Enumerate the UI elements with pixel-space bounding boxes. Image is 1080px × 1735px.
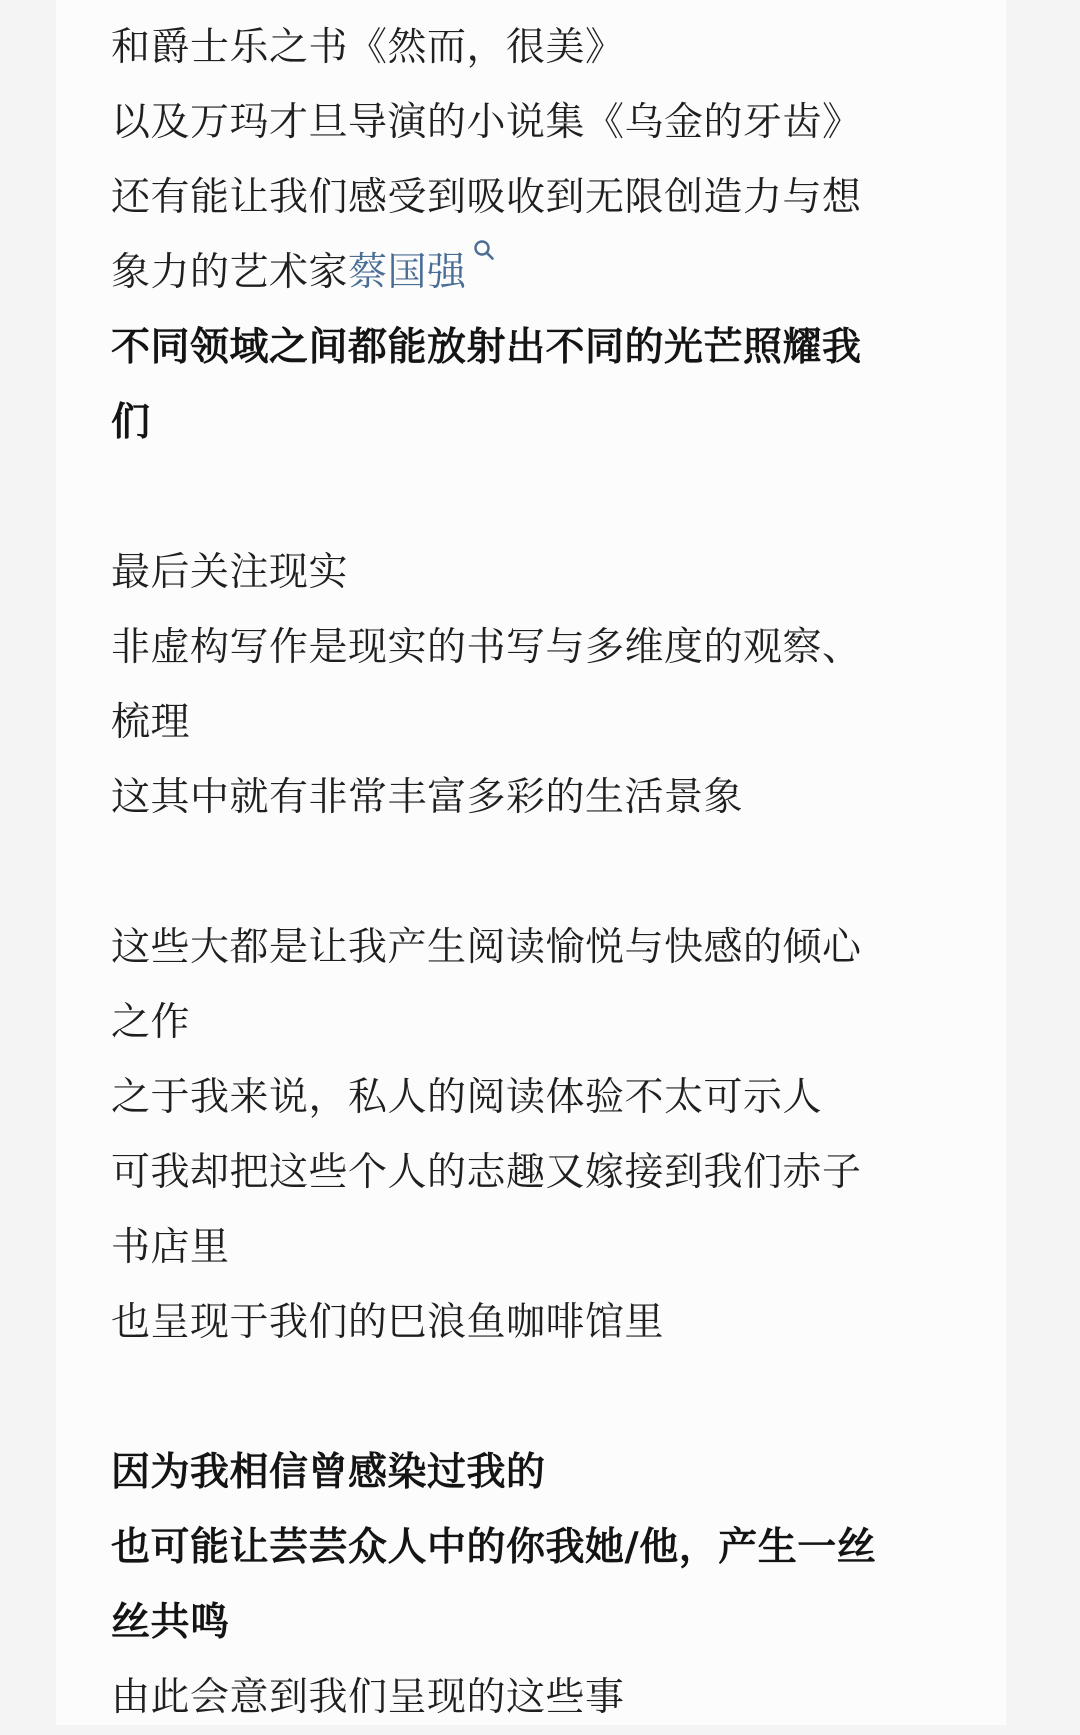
paragraph-gap: [111, 835, 971, 910]
bold-line: 丝共鸣: [111, 1600, 230, 1645]
text-line: 梳理: [111, 700, 191, 745]
text-line: 可我却把这些个人的志趣又嫁接到我们赤子: [111, 1150, 862, 1195]
text-line: 非虚构写作是现实的书写与多维度的观察、: [111, 625, 862, 670]
text-line: 也呈现于我们的巴浪鱼咖啡馆里: [111, 1300, 665, 1345]
text-line: 最后关注现实: [111, 550, 349, 595]
text-line: 之作: [111, 1000, 191, 1045]
text-line: 以及万玛才旦导演的小说集《乌金的牙齿》: [111, 100, 862, 145]
text-line: 这其中就有非常丰富多彩的生活景象: [111, 775, 744, 820]
bold-line: 也可能让芸芸众人中的你我她/他，产生一丝: [111, 1525, 877, 1570]
text-line: 由此会意到我们呈现的这些事: [111, 1675, 625, 1720]
paragraph-gap: [111, 1360, 971, 1435]
artist-link[interactable]: 蔡国强: [348, 250, 467, 295]
article-body: [111, 10, 971, 1735]
text-line: 这些大都是让我产生阅读愉悦与快感的倾心: [111, 925, 862, 970]
text-line-with-link: [111, 235, 971, 310]
text-line: 还有能让我们感受到吸收到无限创造力与想: [111, 175, 862, 220]
search-icon[interactable]: [473, 239, 495, 261]
text-line: 和爵士乐之书《然而，很美》: [111, 25, 625, 70]
paragraph-gap: [111, 460, 971, 535]
text-line: 之于我来说，私人的阅读体验不太可示人: [111, 1075, 823, 1120]
bold-line: 不同领域之间都能放射出不同的光芒照耀我: [111, 325, 862, 370]
text-line: 书店里: [111, 1225, 230, 1270]
bold-line: 因为我相信曾感染过我的: [111, 1450, 546, 1495]
bold-line: 们: [111, 400, 151, 445]
text-segment: 象力的艺术家: [111, 250, 349, 295]
